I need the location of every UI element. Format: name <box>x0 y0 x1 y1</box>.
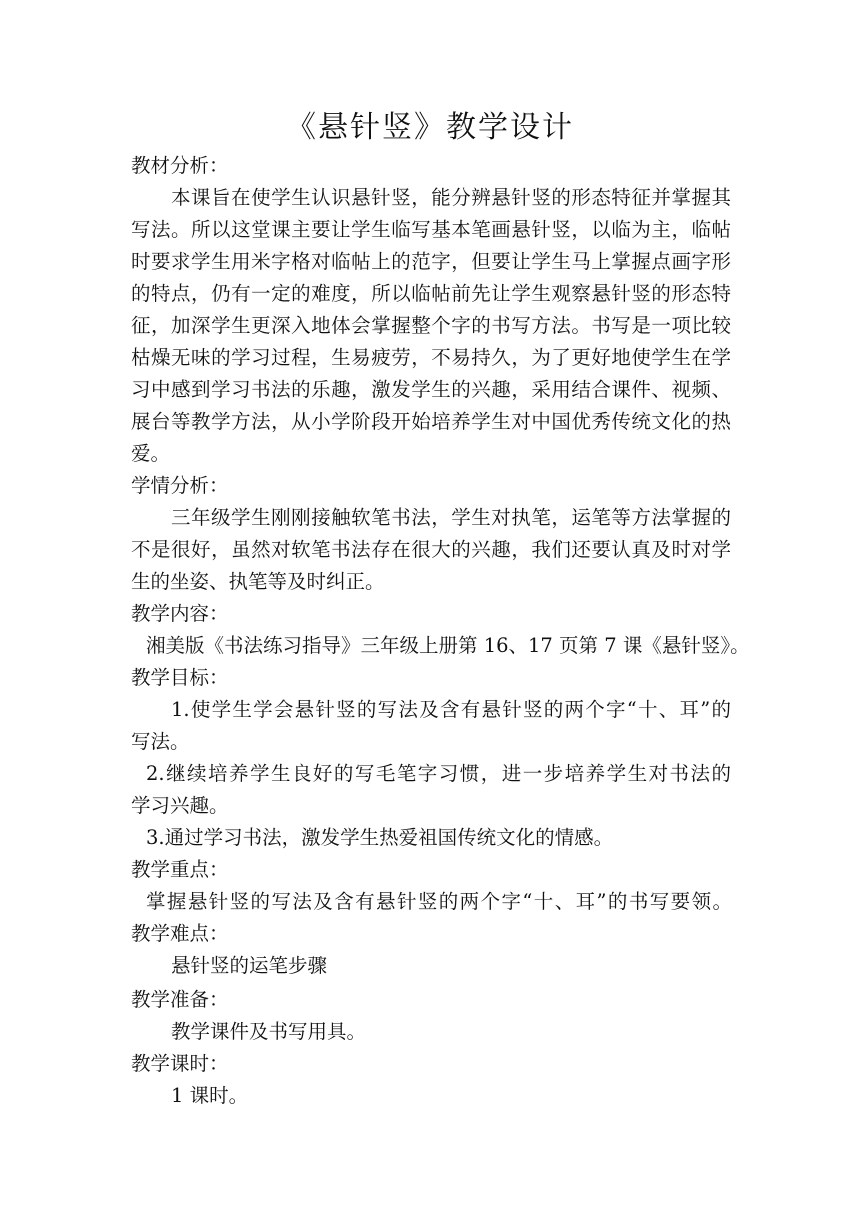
paragraph-line: 1.使学生学会悬针竖的写法及含有悬针竖的两个字“十、耳”的 <box>171 698 731 721</box>
paragraph-line: 习中感到学习书法的乐趣，激发学生的兴趣，采用结合课件、视频、 <box>131 378 731 401</box>
paragraph-line: 不是很好，虽然对软笔书法存在很大的兴趣，我们还要认真及时对学 <box>131 538 731 561</box>
paragraph-line: 掌握悬针竖的写法及含有悬针竖的两个字“十、耳”的书写要领。 <box>146 890 732 913</box>
paragraph-line: 1 课时。 <box>171 1084 249 1107</box>
paragraph-line: 湘美版《书法练习指导》三年级上册第 16、17 页第 7 课《悬针竖》。 <box>146 634 750 657</box>
paragraph-line: 悬针竖的运笔步骤 <box>171 954 328 977</box>
document-title: 《悬针竖》教学设计 <box>286 110 574 145</box>
paragraph-line: 三年级学生刚刚接触软笔书法，学生对执笔，运笔等方法掌握的 <box>171 506 731 529</box>
paragraph-line: 本课旨在使学生认识悬针竖，能分辨悬针竖的形态特征并掌握其 <box>171 186 731 209</box>
paragraph-line: 写法。 <box>131 730 190 753</box>
section-heading-difficulties: 教学难点： <box>131 922 229 945</box>
section-heading-content: 教学内容： <box>131 602 229 625</box>
paragraph-line: 3.通过学习书法，激发学生热爱祖国传统文化的情感。 <box>146 826 614 849</box>
paragraph-line: 枯燥无味的学习过程，生易疲劳，不易持久，为了更好地使学生在学 <box>131 346 731 369</box>
section-heading-students: 学情分析： <box>131 474 229 497</box>
section-heading-key-points: 教学重点： <box>131 858 229 881</box>
paragraph-line: 写法。所以这堂课主要让学生临写基本笔画悬针竖，以临为主，临帖 <box>131 218 731 241</box>
paragraph-line: 时要求学生用米字格对临帖上的范字，但要让学生马上掌握点画字形 <box>131 250 731 273</box>
paragraph-line: 2.继续培养学生良好的写毛笔字习惯，进一步培养学生对书法的 <box>146 762 731 785</box>
section-heading-materials: 教材分析： <box>131 154 229 177</box>
section-heading-preparation: 教学准备： <box>131 988 229 1011</box>
paragraph-line: 征，加深学生更深入地体会掌握整个字的书写方法。书写是一项比较 <box>131 314 731 337</box>
paragraph-line: 的特点，仍有一定的难度，所以临帖前先让学生观察悬针竖的形态特 <box>131 282 731 305</box>
paragraph-line: 教学课件及书写用具。 <box>171 1020 367 1043</box>
section-heading-hours: 教学课时： <box>131 1052 229 1075</box>
paragraph-line: 生的坐姿、执笔等及时纠正。 <box>131 570 385 593</box>
section-heading-goals: 教学目标： <box>131 666 229 689</box>
paragraph-line: 展台等教学方法，从小学阶段开始培养学生对中国优秀传统文化的热 <box>131 410 731 433</box>
paragraph-line: 学习兴趣。 <box>131 794 229 817</box>
paragraph-line: 爱。 <box>131 442 171 465</box>
